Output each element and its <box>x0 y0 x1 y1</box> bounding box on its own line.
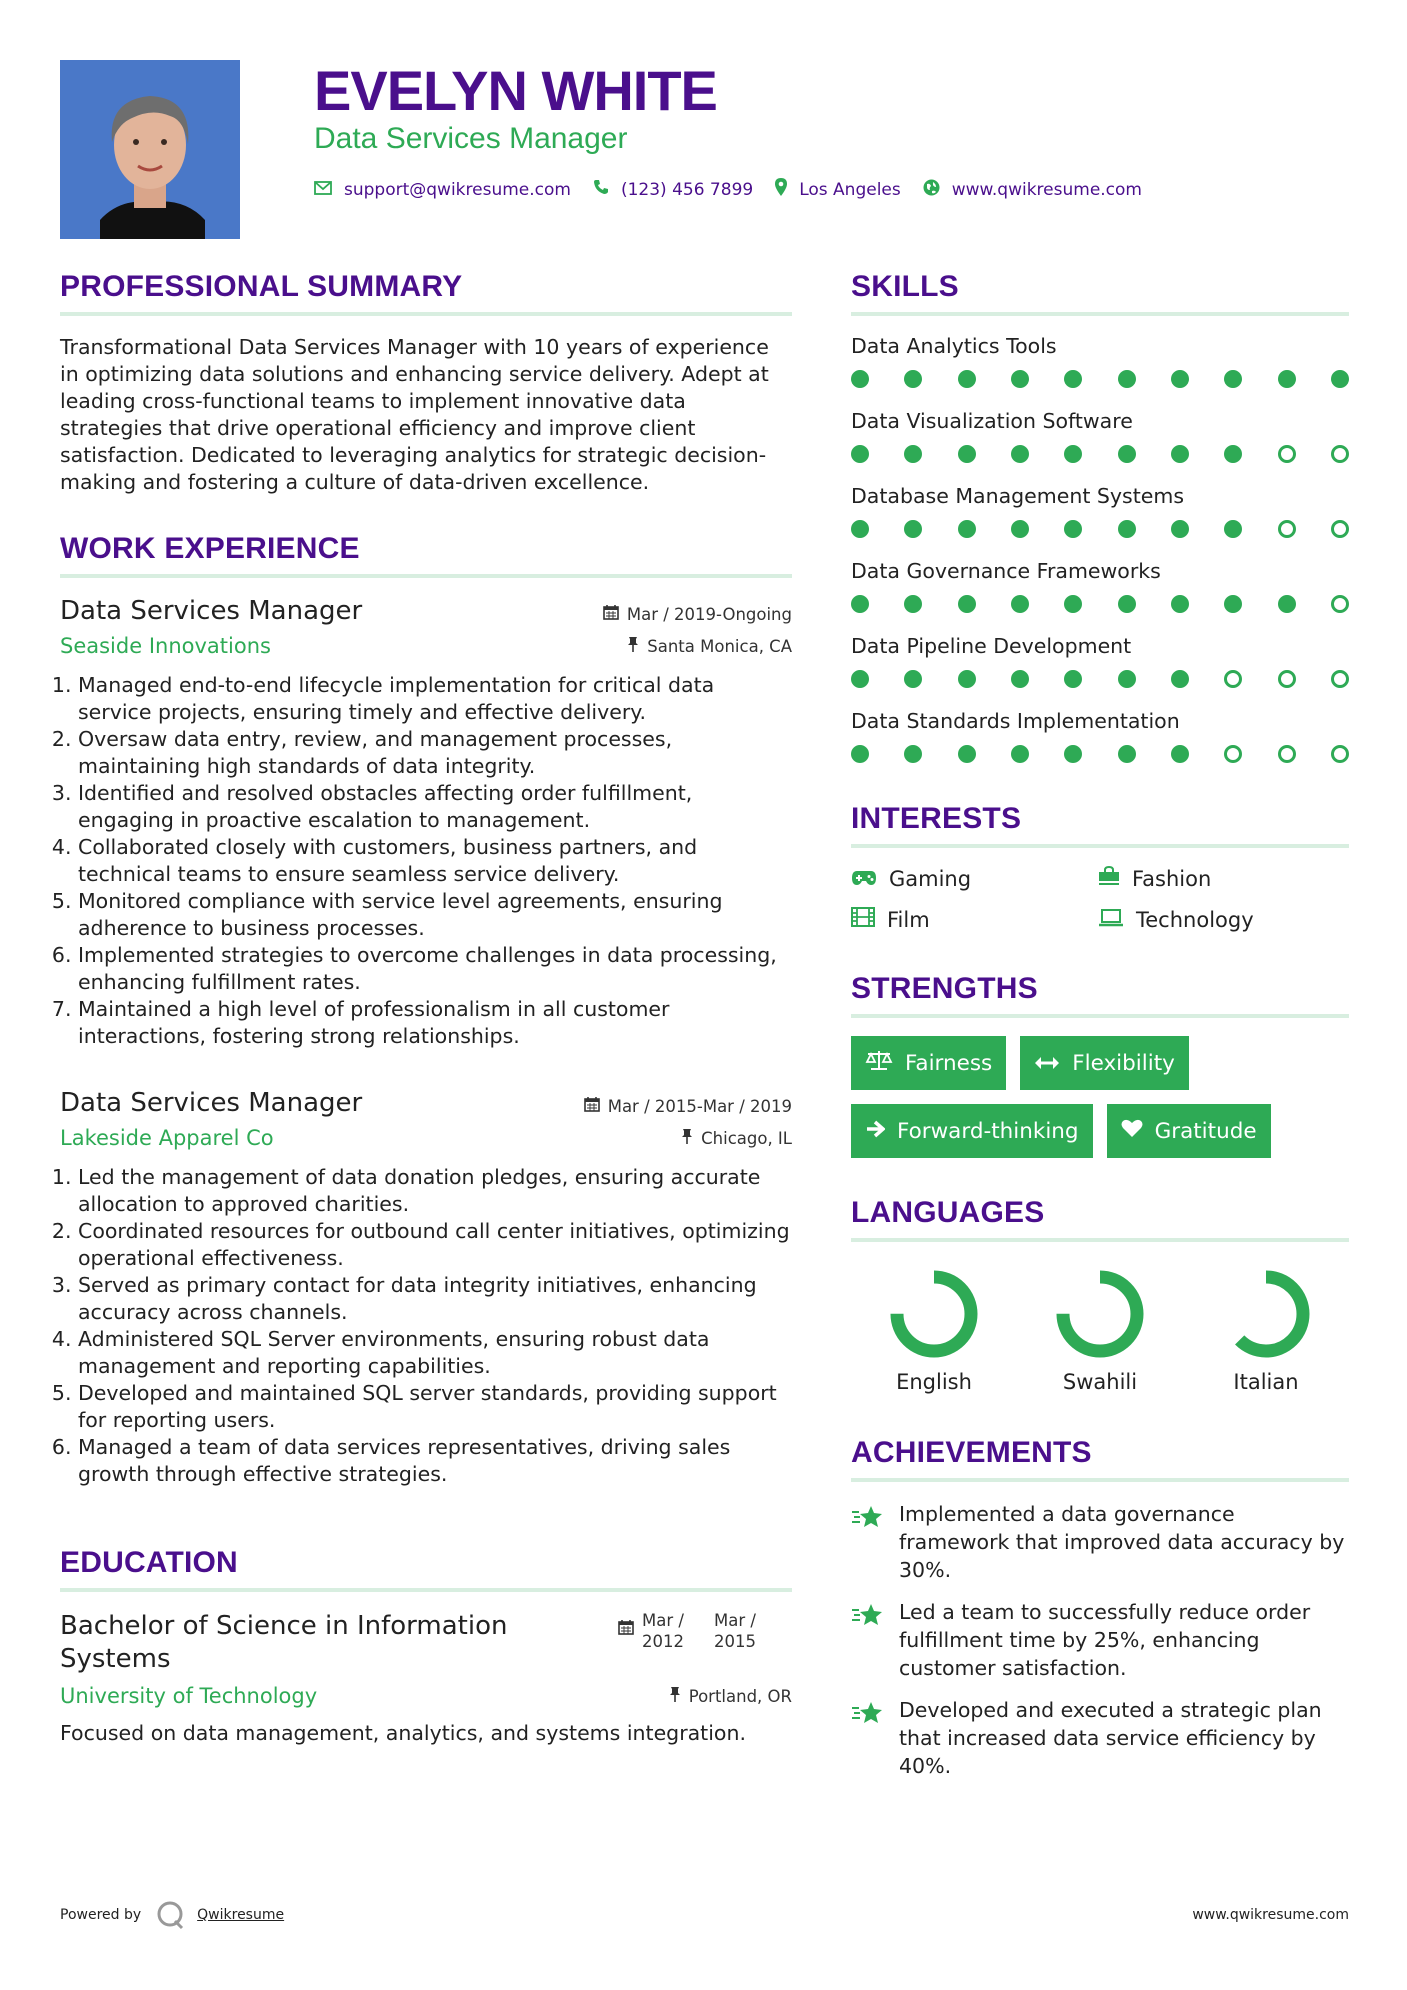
job-dates <box>603 604 792 624</box>
language-proficiency-ring <box>888 1268 980 1360</box>
achievements-title: ACHIEVEMENTS <box>851 1436 1349 1482</box>
languages-title: LANGUAGES <box>851 1196 1349 1242</box>
strengths-section <box>851 972 1349 1158</box>
rating-dot-filled <box>851 745 869 763</box>
job-dates <box>584 1096 792 1116</box>
skill-name: Data Governance Frameworks <box>851 559 1161 583</box>
skill-name: Database Management Systems <box>851 484 1185 508</box>
rating-dot-filled <box>1278 595 1296 613</box>
heart-icon <box>1121 1118 1155 1144</box>
interest-label: Film <box>887 907 930 932</box>
strength-label: Gratitude <box>1154 1118 1257 1144</box>
list-item: 4. Administered SQL Server environments, ensuring robust data management and reporting capabilities. <box>78 1326 792 1380</box>
qwikresume-logo-icon <box>155 1900 185 1930</box>
rating-dot-filled <box>1331 370 1349 388</box>
languages-list <box>851 1260 1349 1394</box>
rating-dot-filled <box>1011 520 1029 538</box>
achievement-text: Developed and executed a strategic plan that increased data service efficiency by 40%. <box>899 1698 1322 1778</box>
skill-rating <box>851 591 1349 634</box>
list-item: 2. Oversaw data entry, review, and management processes, maintaining high standards of data integrity. <box>78 726 792 780</box>
interests-title: INTERESTS <box>851 802 1349 848</box>
experience-section <box>60 532 792 1488</box>
skill-item <box>851 334 1349 409</box>
interest-item <box>1098 866 1348 891</box>
job-location-text: Santa Monica, CA <box>647 636 792 656</box>
arrow-right-icon <box>865 1119 897 1144</box>
languages-section <box>851 1196 1349 1394</box>
location-text: Los Angeles <box>799 179 901 200</box>
language-name: English <box>896 1370 972 1394</box>
skills-title: SKILLS <box>851 270 1349 316</box>
rating-dot-filled <box>1118 745 1136 763</box>
school-name: University of Technology <box>60 1684 318 1708</box>
rating-dot-empty <box>1278 520 1296 538</box>
skill-item <box>851 409 1349 484</box>
calendar-icon <box>618 1619 642 1640</box>
map-marker-icon <box>775 178 799 201</box>
rating-dot-filled <box>958 745 976 763</box>
education-description: Focused on data management, analytics, and systems integration. <box>60 1721 746 1745</box>
left-column <box>60 270 792 1747</box>
rating-dot-filled <box>1011 445 1029 463</box>
balance-scale-icon <box>865 1049 905 1077</box>
rating-dot-filled <box>1278 370 1296 388</box>
calendar-icon <box>603 604 627 624</box>
start-month: Mar / <box>642 1611 684 1630</box>
rating-dot-filled <box>958 370 976 388</box>
rating-dot-filled <box>904 745 922 763</box>
skills-section <box>851 270 1349 784</box>
strengths-title: STRENGTHS <box>851 972 1349 1018</box>
summary-section <box>60 270 792 496</box>
phone-icon <box>593 179 621 200</box>
skill-name: Data Visualization Software <box>851 409 1133 433</box>
pushpin-icon <box>681 1128 701 1148</box>
rating-dot-filled <box>851 445 869 463</box>
rating-dot-filled <box>904 670 922 688</box>
rating-dot-filled <box>1064 370 1082 388</box>
achievement-item <box>851 1500 1349 1584</box>
list-item: 7. Maintained a high level of professionalism in all customer interactions, fostering strong relationships. <box>78 996 792 1050</box>
rating-dot-filled <box>904 520 922 538</box>
rating-dot-filled <box>1011 670 1029 688</box>
job-dates-text: Mar / 2019-Ongoing <box>626 604 792 624</box>
contact-bar <box>314 178 1164 201</box>
achievement-text: Implemented a data governance framework that improved data accuracy by 30%. <box>899 1502 1345 1582</box>
achievements-section <box>851 1436 1349 1780</box>
job-entry <box>60 1088 792 1488</box>
skill-name: Data Pipeline Development <box>851 634 1132 658</box>
interest-item <box>851 866 1098 891</box>
arrows-horizontal-icon <box>1034 1051 1072 1076</box>
list-item: 5. Monitored compliance with service level agreements, ensuring adherence to business processes. <box>78 888 792 942</box>
rating-dot-empty <box>1278 745 1296 763</box>
job-entry <box>60 596 792 1050</box>
rating-dot-empty <box>1278 445 1296 463</box>
skills-list <box>851 334 1349 784</box>
interest-label: Gaming <box>889 866 972 891</box>
summary-text: Transformational Data Services Manager with 10 years of experience in optimizing data solutions and enhancing service delivery. Adept at leading cross-functional teams to implement innovative data strategies that drive operational efficiency and improve client satisfaction. Dedicated to leveraging analytics for strategic decision-making and fostering a culture of data-driven excellence. <box>60 335 769 494</box>
interests-section <box>851 802 1349 932</box>
achievement-item <box>851 1696 1349 1780</box>
rating-dot-filled <box>1118 520 1136 538</box>
rating-dot-filled <box>1224 370 1242 388</box>
rating-dot-filled <box>1171 595 1189 613</box>
rating-dot-filled <box>1171 370 1189 388</box>
interest-item <box>851 907 1098 932</box>
strength-label: Forward-thinking <box>897 1118 1079 1144</box>
language-item <box>851 1268 1017 1394</box>
contact-phone[interactable] <box>593 179 753 200</box>
rating-dot-filled <box>1171 670 1189 688</box>
list-item: 2. Coordinated resources for outbound call center initiatives, optimizing operational effectiveness. <box>78 1218 792 1272</box>
experience-title: WORK EXPERIENCE <box>60 532 792 578</box>
education-location-text: Portland, OR <box>688 1686 792 1706</box>
language-item <box>1183 1268 1349 1394</box>
job-location <box>627 636 792 656</box>
rating-dot-filled <box>1011 745 1029 763</box>
skill-rating <box>851 366 1349 409</box>
strength-label: Fairness <box>905 1050 993 1076</box>
candidate-name: EVELYN WHITE <box>314 59 717 122</box>
list-item: 5. Developed and maintained SQL server standards, providing support for reporting users. <box>78 1380 792 1434</box>
rating-dot-filled <box>958 445 976 463</box>
rating-dot-filled <box>904 370 922 388</box>
end-month: Mar / <box>714 1611 756 1630</box>
language-proficiency-ring <box>1220 1268 1312 1360</box>
rating-dot-filled <box>904 595 922 613</box>
rating-dot-empty <box>1331 520 1349 538</box>
proficiency-arc <box>897 1277 971 1351</box>
powered-by-text: Powered by <box>60 1907 142 1923</box>
phone-text: (123) 456 7899 <box>620 179 754 200</box>
rating-dot-filled <box>958 595 976 613</box>
rating-dot-filled <box>851 595 869 613</box>
rating-dot-empty <box>1224 745 1242 763</box>
rating-dot-filled <box>904 445 922 463</box>
right-column <box>851 270 1349 1794</box>
list-item: 6. Implemented strategies to overcome challenges in data processing, enhancing fulfillment rates. <box>78 942 792 996</box>
strength-chip <box>1107 1104 1271 1158</box>
education-section <box>60 1546 792 1747</box>
rating-dot-filled <box>1171 745 1189 763</box>
start-year: 2012 <box>642 1632 684 1651</box>
education-dates <box>618 1610 756 1652</box>
skill-rating <box>851 666 1349 709</box>
shooting-star-icon <box>851 1598 899 1632</box>
rating-dot-filled <box>851 370 869 388</box>
education-title: EDUCATION <box>60 1546 792 1592</box>
skill-rating <box>851 516 1349 559</box>
rating-dot-filled <box>1118 595 1136 613</box>
rating-dot-filled <box>1224 445 1242 463</box>
rating-dot-empty <box>1331 595 1349 613</box>
list-item: 1. Led the management of data donation pledges, ensuring accurate allocation to approved charities. <box>78 1164 792 1218</box>
education-location <box>669 1686 792 1706</box>
duties-list <box>60 1164 792 1488</box>
rating-dot-filled <box>1118 370 1136 388</box>
company-name: Lakeside Apparel Co <box>60 1126 274 1150</box>
skill-item <box>851 559 1349 634</box>
language-name: Italian <box>1233 1370 1299 1394</box>
rating-dot-filled <box>1064 595 1082 613</box>
rating-dot-filled <box>958 670 976 688</box>
degree-title: Bachelor of Science in Information Systems <box>60 1611 508 1674</box>
rating-dot-filled <box>1064 670 1082 688</box>
rating-dot-filled <box>1011 370 1029 388</box>
email-text: support@qwikresume.com <box>344 179 571 200</box>
proficiency-arc <box>1229 1277 1303 1351</box>
language-item <box>1017 1268 1183 1394</box>
rating-dot-filled <box>1171 520 1189 538</box>
contact-location <box>775 178 901 201</box>
rating-dot-empty <box>1331 670 1349 688</box>
gamepad-icon <box>851 867 889 891</box>
proficiency-arc <box>1063 1277 1137 1351</box>
pushpin-icon <box>669 1686 689 1706</box>
laptop-icon <box>1098 908 1136 932</box>
strength-chip <box>851 1104 1093 1158</box>
end-year: 2015 <box>714 1632 756 1651</box>
rating-dot-empty <box>1331 745 1349 763</box>
duties-list <box>60 672 792 1050</box>
language-proficiency-ring <box>1054 1268 1146 1360</box>
rating-dot-filled <box>1118 670 1136 688</box>
strength-chip <box>1020 1036 1189 1090</box>
summary-title: PROFESSIONAL SUMMARY <box>60 270 792 316</box>
shooting-star-icon <box>851 1500 899 1534</box>
job-dates-text: Mar / 2015-Mar / 2019 <box>607 1096 792 1116</box>
footer-powered-by <box>60 1900 284 1930</box>
rating-dot-filled <box>851 520 869 538</box>
job-title: Data Services Manager <box>60 1088 363 1118</box>
rating-dot-empty <box>1331 445 1349 463</box>
list-item: 6. Managed a team of data services representatives, driving sales growth through effective strategies. <box>78 1434 792 1488</box>
website-text: www.qwikresume.com <box>951 179 1142 200</box>
list-item: 3. Served as primary contact for data integrity initiatives, enhancing accuracy across channels. <box>78 1272 792 1326</box>
shopping-bag-icon <box>1098 866 1132 891</box>
rating-dot-filled <box>1064 520 1082 538</box>
interest-item <box>1098 907 1348 932</box>
rating-dot-empty <box>1278 670 1296 688</box>
interest-label: Technology <box>1136 907 1254 932</box>
skill-rating <box>851 741 1349 784</box>
rating-dot-empty <box>1224 670 1242 688</box>
skill-item <box>851 634 1349 709</box>
rating-dot-filled <box>851 670 869 688</box>
rating-dot-filled <box>1171 445 1189 463</box>
brand-link[interactable]: Qwikresume <box>197 1907 285 1923</box>
achievement-text: Led a team to successfully reduce order fulfillment time by 25%, enhancing customer satisfaction. <box>899 1600 1311 1680</box>
film-icon <box>851 907 887 932</box>
shooting-star-icon <box>851 1696 899 1730</box>
profile-photo <box>60 60 240 239</box>
job-location <box>681 1128 792 1148</box>
list-item: 3. Identified and resolved obstacles affecting order fulfillment, engaging in proactive escalation to management. <box>78 780 792 834</box>
contact-website[interactable] <box>923 179 1142 201</box>
skill-name: Data Analytics Tools <box>851 334 1057 358</box>
globe-icon <box>923 179 952 201</box>
calendar-icon <box>584 1096 608 1116</box>
interest-label: Fashion <box>1132 866 1212 891</box>
skill-item <box>851 484 1349 559</box>
language-name: Swahili <box>1062 1370 1138 1394</box>
strength-chip <box>851 1036 1006 1090</box>
list-item: 1. Managed end-to-end lifecycle implementation for critical data service projects, ensuring timely and effective delivery. <box>78 672 792 726</box>
rating-dot-filled <box>1118 445 1136 463</box>
skill-name: Data Standards Implementation <box>851 709 1180 733</box>
contact-email[interactable] <box>314 180 571 200</box>
rating-dot-filled <box>958 520 976 538</box>
rating-dot-filled <box>1224 595 1242 613</box>
company-name: Seaside Innovations <box>60 634 271 658</box>
skill-rating <box>851 441 1349 484</box>
footer-site[interactable]: www.qwikresume.com <box>1192 1907 1349 1923</box>
candidate-role: Data Services Manager <box>314 122 628 155</box>
pushpin-icon <box>627 636 647 656</box>
rating-dot-filled <box>1224 520 1242 538</box>
achievement-item <box>851 1598 1349 1682</box>
job-title: Data Services Manager <box>60 596 363 626</box>
strength-label: Flexibility <box>1072 1050 1175 1076</box>
rating-dot-filled <box>1011 595 1029 613</box>
rating-dot-filled <box>1064 445 1082 463</box>
rating-dot-filled <box>1064 745 1082 763</box>
envelope-icon <box>314 180 344 200</box>
list-item: 4. Collaborated closely with customers, business partners, and technical teams to ensure seamless service delivery. <box>78 834 792 888</box>
job-location-text: Chicago, IL <box>701 1128 792 1148</box>
skill-item <box>851 709 1349 784</box>
